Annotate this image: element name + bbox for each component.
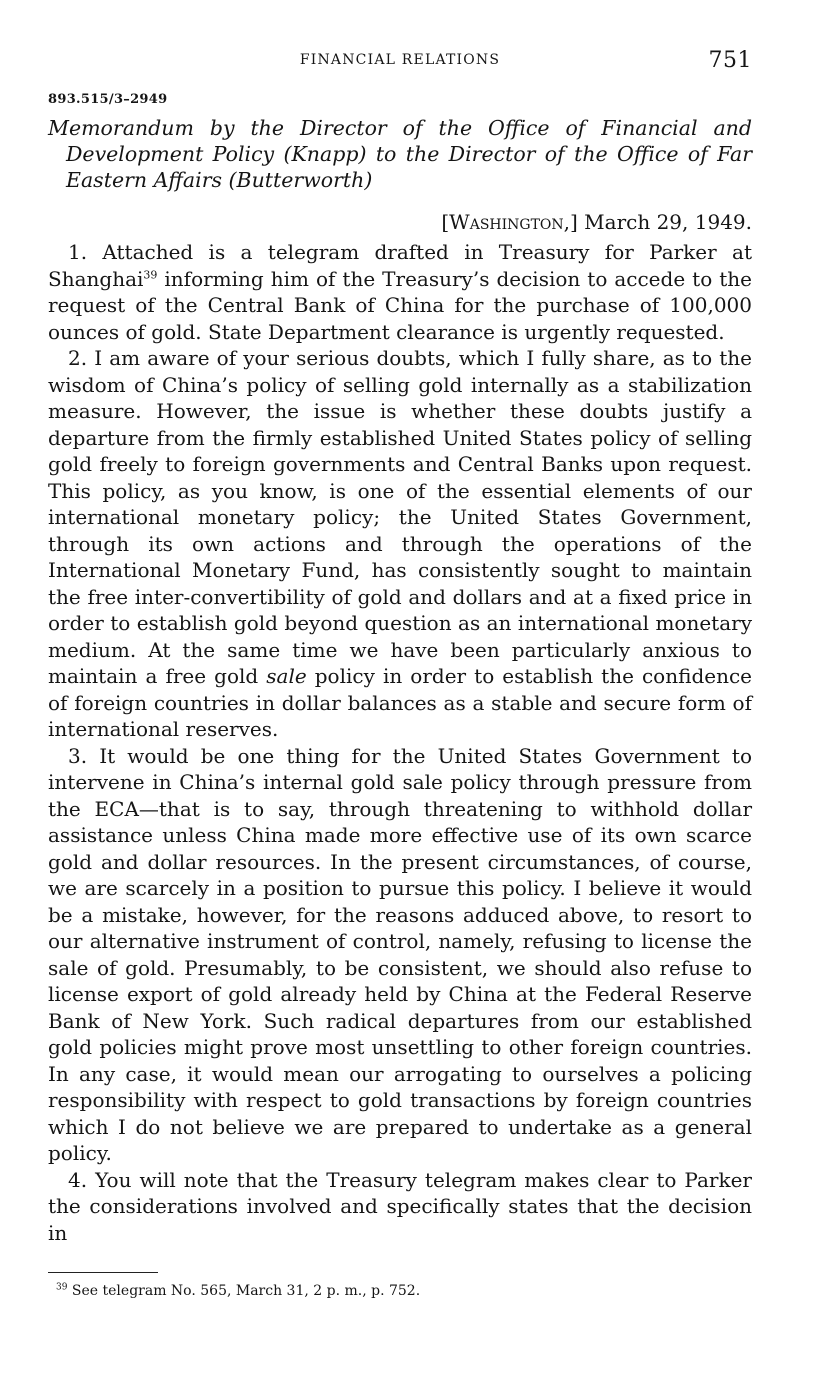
paragraph-2 [48,345,752,743]
footnote-text: See telegram No. 565, March 31, 2 p. m., p. 752. [67,1283,421,1299]
memo-title: Memorandum by the Director of the Office of Financial and Development Policy (Knapp) to the Director of the Office of Far Eastern Affairs (Butterworth) [48,116,752,192]
footnote-divider [48,1272,158,1273]
date: March 29, 1949. [584,210,752,234]
footnote-mark: 39 [56,1282,68,1293]
date-place: [Washington,] [441,210,578,234]
paragraph-2-text-cont: policy in order to establish the confidence of foreign countries in dollar balances as a stable and secure form of international reserves. [48,664,752,741]
paragraph-1 [48,239,752,345]
paragraph-4: 4. You will note that the Treasury telegram makes clear to Parker the considerations involved and specifically states that the decision in [48,1167,752,1245]
paragraph-2-text: 2. I am aware of your serious doubts, which I fully share, as to the wisdom of China’s policy of selling gold internally as a stabilization measure. However, the issue is whether these doubts justify a departure from the firmly established United States policy of selling gold freely to foreign governments and Central Banks upon request. This policy, as you know, is one of the essential elements of our international monetary policy; the United States Government, through its own actions and through the operations of the International Monetary Fund, has consistently sought to maintain the free inter-convertibility of gold and dollars and at a fixed price in order to establish gold beyond question as an international monetary medium. At the same time we have been particularly anxious to maintain a free gold [48,346,752,688]
dateline [48,209,752,235]
paragraph-1-text: 1. Attached is a telegram drafted in Treasury for Parker at Shanghai [48,240,752,291]
footnote-reference: 39 [143,267,158,281]
footnote [48,1283,752,1299]
emphasis-sale: sale [266,664,307,688]
paragraph-1-text-cont: informing him of the Treasury’s decision to accede to the request of the Central Bank of China for the purchase of 100,000 ounces of gold. State Department clearance is urgently requested. [48,266,752,344]
running-header [48,48,752,82]
running-title: FINANCIAL RELATIONS [299,52,501,68]
paragraph-3: 3. It would be one thing for the United States Government to intervene in China’s internal gold sale policy through pressure from the ECA—that is to say, through threatening to withhold dollar assistance unless China made more effective use of its own scarce gold and dollar resources. In the present circumstances, of course, we are scarcely in a position to pursue this policy. I believe it would be a mistake, however, for the reasons adduced above, to resort to our alternative instrument of control, namely, refusing to license the sale of gold. Presumably, to be consistent, we should also refuse to license export of gold already held by China at the Federal Reserve Bank of New York. Such radical departures from our established gold policies might prove most unsettling to other foreign countries. In any case, it would mean our arrogating to ourselves a policing responsibility with respect to gold transactions by foreign countries which I do not believe we are prepared to undertake as a general policy. [48,743,752,1165]
document-page [48,48,752,1299]
page-number: 751 [708,48,752,73]
file-number: 893.515/3–2949 [48,92,168,107]
